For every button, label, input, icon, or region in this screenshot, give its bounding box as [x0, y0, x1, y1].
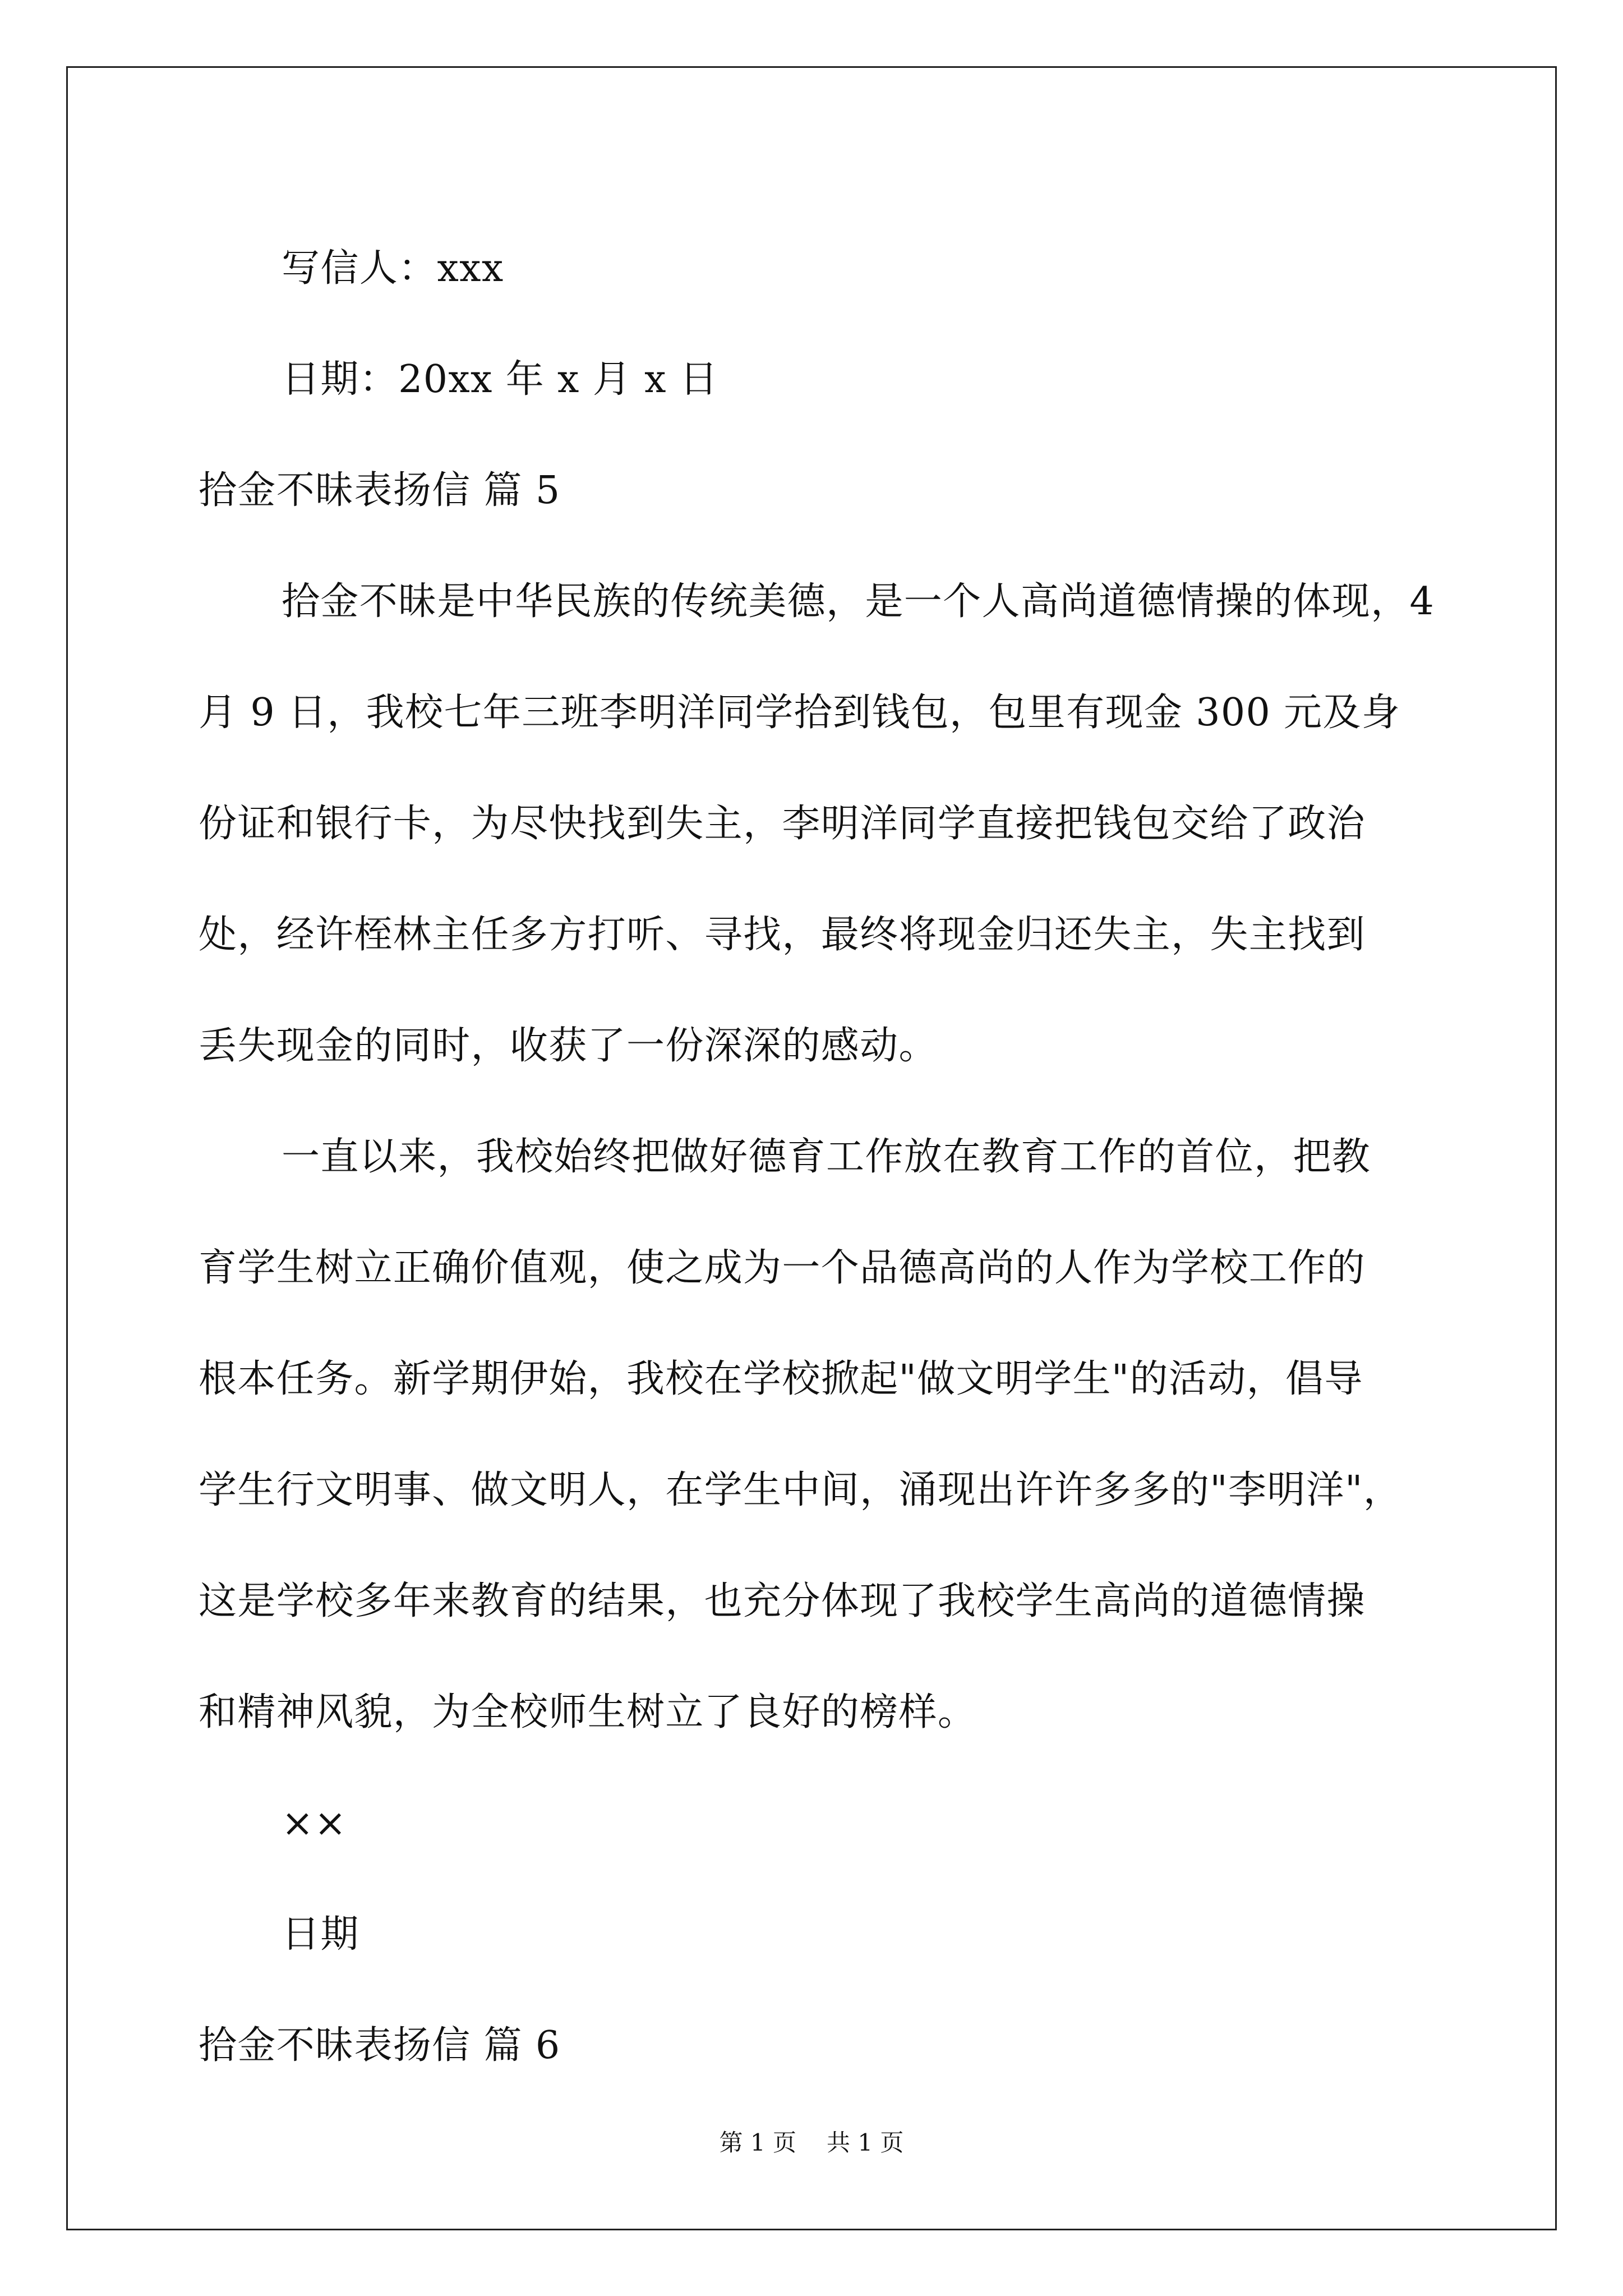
- section-heading-5: 拾金不昧表扬信 篇 5: [199, 468, 561, 513]
- paragraph-line: 份证和银行卡，为尽快找到失主，李明洋同学直接把钱包交给了政治: [199, 802, 1366, 846]
- paragraph-line: 和精神风貌，为全校师生树立了良好的榜样。: [199, 1690, 977, 1734]
- signature-date: 日期：20xx 年 x 月 x 日: [282, 357, 719, 402]
- paragraph-line: 月 9 日，我校七年三班李明洋同学拾到钱包，包里有现金 300 元及身: [199, 691, 1401, 735]
- page-number-current: 第 1 页: [719, 2129, 796, 2156]
- paragraph-line: 育学生树立正确价值观，使之成为一个品德高尚的人作为学校工作的: [199, 1246, 1366, 1290]
- paragraph-line: 一直以来，我校始终把做好德育工作放在教育工作的首位，把教: [282, 1135, 1371, 1179]
- signature-writer: 写信人：xxx: [282, 246, 504, 291]
- page-footer: [0, 2126, 1623, 2160]
- paragraph-line: 学生行文明事、做文明人，在学生中间，涌现出许许多多的"李明洋"，: [199, 1468, 1403, 1512]
- signature-name: ××: [282, 1801, 347, 1846]
- paragraph-line: 处，经许桎林主任多方打听、寻找，最终将现金归还失主，失主找到: [199, 913, 1366, 957]
- section-heading-6: 拾金不昧表扬信 篇 6: [199, 2023, 561, 2068]
- page-number-total: 共 1 页: [827, 2129, 904, 2156]
- signature-date-label: 日期: [282, 1912, 359, 1957]
- paragraph-line: 根本任务。新学期伊始，我校在学校掀起"做文明学生"的活动，倡导: [199, 1357, 1363, 1401]
- paragraph-line: 拾金不昧是中华民族的传统美德，是一个人高尚道德情操的体现，4: [282, 579, 1435, 624]
- paragraph-line: 这是学校多年来教育的结果，也充分体现了我校学生高尚的道德情操: [199, 1579, 1366, 1623]
- paragraph-line: 丢失现金的同时，收获了一份深深的感动。: [199, 1024, 938, 1068]
- document-body: [199, 213, 1505, 2101]
